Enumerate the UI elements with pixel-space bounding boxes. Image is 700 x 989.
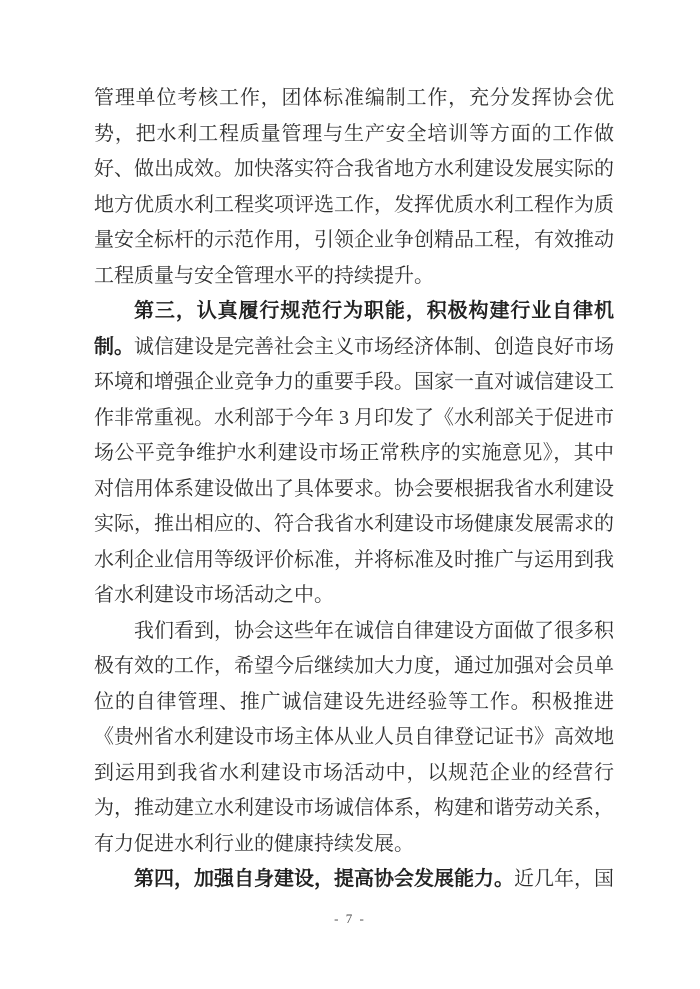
document-body — [94, 81, 614, 898]
paragraph-text: 诚信建设是完善社会主义市场经济体制、创造良好市场环境和增强企业竞争力的重要手段。国家一直对诚信建设工作非常重视。水利部于今年 3 月印发了《水利部关于促进市场公平竞争维护水利建设市场正常秩序的实施意见》，其中对信用体系建设做出了具体要求。协会要根据我省水利建设实际，推出相应的、符合我省水利建设市场健康发展需求的水利企业信用等级评价标准，并将标准及时推广与运用到我省水利建设市场活动之中。 — [94, 335, 614, 606]
paragraph — [94, 294, 614, 614]
paragraph-text: 我们看到，协会这些年在诚信自律建设方面做了很多积极有效的工作，希望今后继续加大力度，通过加强对会员单位的自律管理、推广诚信建设先进经验等工作。积极推进《贵州省水利建设市场主体从业人员自律登记证书》高效地到运用到我省水利建设市场活动中，以规范企业的经营行为，推动建立水利建设市场诚信体系，构建和谐劳动关系，有力促进水利行业的健康持续发展。 — [94, 619, 614, 855]
paragraph — [94, 614, 614, 863]
paragraph-text: 管理单位考核工作，团体标准编制工作，充分发挥协会优势，把水利工程质量管理与生产安全培训等方面的工作做好、做出成效。加快落实符合我省地方水利建设发展实际的地方优质水利工程奖项评选工作，发挥优质水利工程作为质量安全标杆的示范作用，引领企业争创精品工程，有效推动工程质量与安全管理水平的持续提升。 — [94, 87, 614, 287]
paragraph-text: 近几年，国 — [514, 868, 614, 890]
section-heading-third: 第三，认真履行规范行为职能，积极构建行业自律机制。 — [94, 300, 614, 358]
section-heading-fourth: 第四，加强自身建设，提高协会发展能力。 — [134, 868, 514, 890]
paragraph — [94, 81, 614, 294]
page-number: - 7 - — [334, 911, 366, 926]
paragraph — [94, 862, 614, 898]
